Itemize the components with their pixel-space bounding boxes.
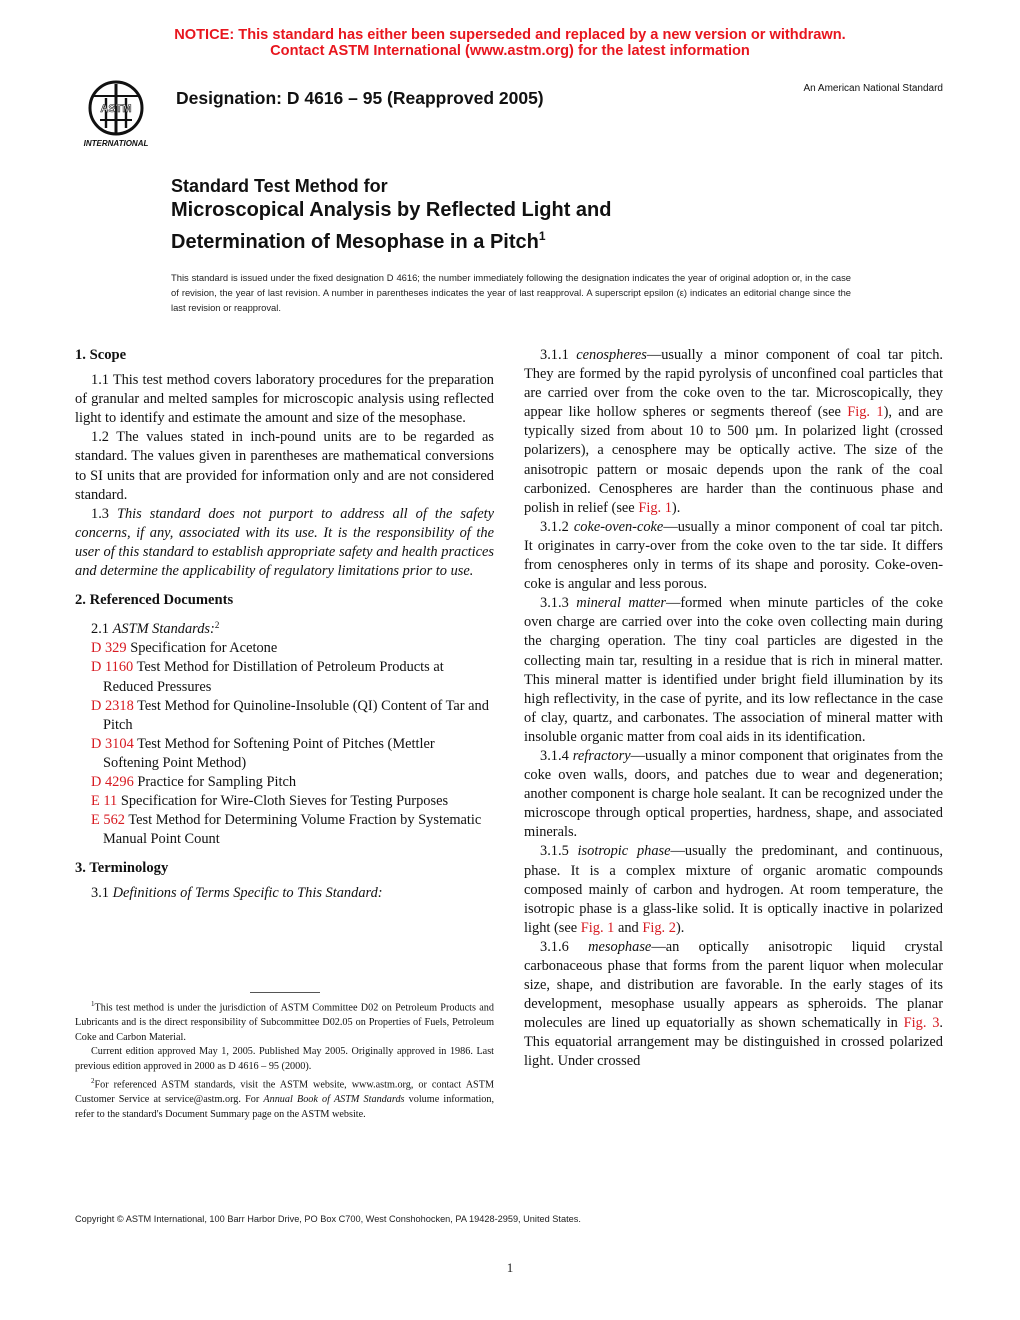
logo-subtext: INTERNATIONAL — [83, 139, 149, 148]
para-2-1: 2.1 ASTM Standards:$^2$ — [91, 620, 220, 638]
american-national-standard: An American National Standard — [803, 83, 943, 94]
notice-line-2: Contact ASTM International (www.astm.org) for the latest information — [270, 43, 750, 59]
definition-coke-oven-coke: 3.1.2 coke-oven-coke—usually a minor component of coal tar pitch. It originates in carry-over from the coke oven to the tar side. It differs from cenospheres only in terms of its shape and porosity. Coke-oven-coke is angular and less porous. — [524, 518, 943, 593]
definition-mineral-matter: 3.1.3 mineral matter—formed when minute particles of the coke oven charge are carried over into the coke oven collecting main during the charging operation. The tiny coal particles are digested in the collecting main tar, resulting in a residue that is rich in mineral matter. This mineral matter is identified under bright field illumination by its high reflectivity, in the case of pyrite, and its low reflectance in the case of clay, quartz, and carbonates. The association of mineral matter with insoluble organic matter from coal aids in its identification. — [524, 595, 944, 745]
ref-link[interactable]: D 329 — [91, 640, 127, 657]
ref-item: D 4296 Practice for Sampling Pitch — [91, 773, 297, 790]
definition-isotropic-phase: 3.1.5 isotropic phase—usually the predominant, and continuous, phase. It is a complex mixture of organic aromatic compounds composed mainly of carbon and hydrogen. At room temperature, the isotropic phase is a glass-like solid. It is optically inactive in polarized light (see Fig. 1 and Fig. 2). — [524, 843, 943, 936]
para-1-2: 1.2 The values stated in inch-pound units are to be regarded as standard. The values given in parentheses are mathematical conversions to SI units that are provided for information only and are not considered standard. — [75, 429, 494, 503]
page-number: 1 — [506, 1260, 514, 1275]
ref-item: D 2318 Test Method for Quinoline-Insoluble (QI) Content of Tar and Pitch — [91, 697, 489, 733]
astm-logo — [76, 78, 160, 150]
definition-cenospheres: 3.1.1 cenospheres—usually a minor component of coal tar pitch. They are formed by the rapid pyrolysis of unconfined coal particles that are carried over from the coke oven to the tar. Microscopically, they appear like hollow spheres or segments thereof (see Fig. 1), and are typically sized from about 10 to 500 µm. In polarized light (crossed polarizers), a cenosphere may be optically active. The size of the anisotropic pattern or mosaic depends upon the rank of the coal carbonized. Cenospheres are harder than the continuous phase and polish in relief (see Fig. 1). — [524, 347, 943, 516]
fig-1-link[interactable]: Fig. 1 — [580, 919, 615, 936]
copyright: Copyright © ASTM International, 100 Barr Harbor Drive, PO Box C700, West Conshohocken, PA 19428-2959, United States. — [75, 1214, 581, 1224]
document-title — [171, 175, 611, 255]
ref-link[interactable]: D 1160 — [91, 659, 134, 676]
footnotes — [75, 992, 494, 1123]
fig-3-link[interactable]: Fig. 3 — [903, 1015, 940, 1032]
para-3-1: 3.1 Definitions of Terms Specific to This Standard: — [91, 885, 383, 902]
fig-1-link[interactable]: Fig. 1 — [638, 499, 672, 516]
left-column — [75, 346, 494, 904]
ref-link[interactable]: D 2318 — [91, 697, 134, 714]
ref-item: D 1160 Test Method for Distillation of Petroleum Products at Reduced Pressures — [91, 659, 444, 695]
ref-item: E 562 Test Method for Determining Volume Fraction by Systematic Manual Point Count — [91, 812, 482, 848]
section-2-heading: 2. Referenced Documents — [75, 592, 234, 609]
ref-item: E 11 Specification for Wire-Cloth Sieves for Testing Purposes — [91, 793, 449, 810]
footnote-2: $^2$For referenced ASTM standards, visit the ASTM website, www.astm.org, or contact ASTM Customer Service at service@astm.org. For Annual Book of ASTM Standards volume information, refer to the standard's Document Summary page on the ASTM website. — [75, 1077, 495, 1120]
section-1-heading: 1. Scope — [75, 347, 127, 363]
notice-line-1: NOTICE: This standard has either been superseded and replaced by a new version or withdrawn. — [174, 27, 846, 43]
designation: Designation: D 4616 – 95 (Reapproved 2005) — [176, 88, 544, 108]
footnote-1b: Current edition approved May 1, 2005. Published May 2005. Originally approved in 1986. Last previous edition approved in 2000 as D 4616 – 95 (2000). — [75, 1046, 494, 1072]
issued-statement: This standard is issued under the fixed designation D 4616; the number immediately following the designation indicates the year of original adoption or, in the case of revision, the year of last revision. A number in parentheses indicates the year of last reapproval. A superscript epsilon (ε) indicates an editorial change since the last revision or reapproval. — [171, 272, 851, 313]
ref-link[interactable]: E 562 — [91, 812, 125, 829]
para-1-3: 1.3 This standard does not purport to address all of the safety concerns, if any, associated with its use. It is the responsibility of the user of this standard to establish appropriate safety and health practices and determine the applicability of regulatory limitations prior to use. — [75, 505, 494, 580]
ref-item: D 329 Specification for Acetone — [91, 640, 278, 657]
section-3-heading: 3. Terminology — [75, 860, 169, 877]
ref-link[interactable]: E 11 — [91, 793, 118, 810]
ref-item: D 3104 Test Method for Softening Point of Pitches (Mettler Softening Point Method) — [91, 735, 435, 771]
fig-2-link[interactable]: Fig. 2 — [642, 919, 676, 936]
ref-link[interactable]: D 4296 — [91, 773, 134, 790]
footnote-1: $^1$This test method is under the jurisdiction of ASTM Committee D02 on Petroleum Products and Lubricants and is the direct responsibility of Subcommittee D02.05 on Properties of Fuels, Petroleum Coke and Carbon Material. — [75, 1000, 494, 1043]
logo-lettering: ASTM — [100, 103, 132, 115]
title-line-2: Microscopical Analysis by Reflected Light and — [171, 199, 612, 221]
ref-link[interactable]: D 3104 — [91, 735, 134, 752]
definition-mesophase: 3.1.6 mesophase—an optically anisotropic liquid crystal carbonaceous phase that forms from the parent liquor when molecular size, shape, and distribution are favorable. In the early stages of its development, mesophase usually appears as spheroids. The planar molecules are lined up equatorially as shown schematically in Fig. 3. This equatorial arrangement may be distinguished in crossed polarized light. Under crossed — [524, 938, 943, 1070]
footnote-rule — [250, 992, 320, 993]
title-line-3: Determination of Mesophase in a Pitch$^1$ — [171, 229, 546, 253]
title-line-1: Standard Test Method for — [171, 176, 388, 196]
definition-refractory: 3.1.4 refractory—usually a minor component that originates from the coke oven walls, doors, and patches due to wear and degeneration; another component is charge hole sealant. It can be recognized under the microscope through optical properties, hardness, shape, and associated minerals. — [524, 747, 943, 841]
right-column — [524, 346, 943, 1072]
title-footnote-mark: 1 — [538, 229, 546, 243]
fig-1-link[interactable]: Fig. 1 — [847, 404, 884, 421]
para-1-1: 1.1 This test method covers laboratory procedures for the preparation of granular and melted samples for microscopic analysis using reflected light to identify and estimate the amount and size of the mesophase. — [75, 372, 494, 427]
